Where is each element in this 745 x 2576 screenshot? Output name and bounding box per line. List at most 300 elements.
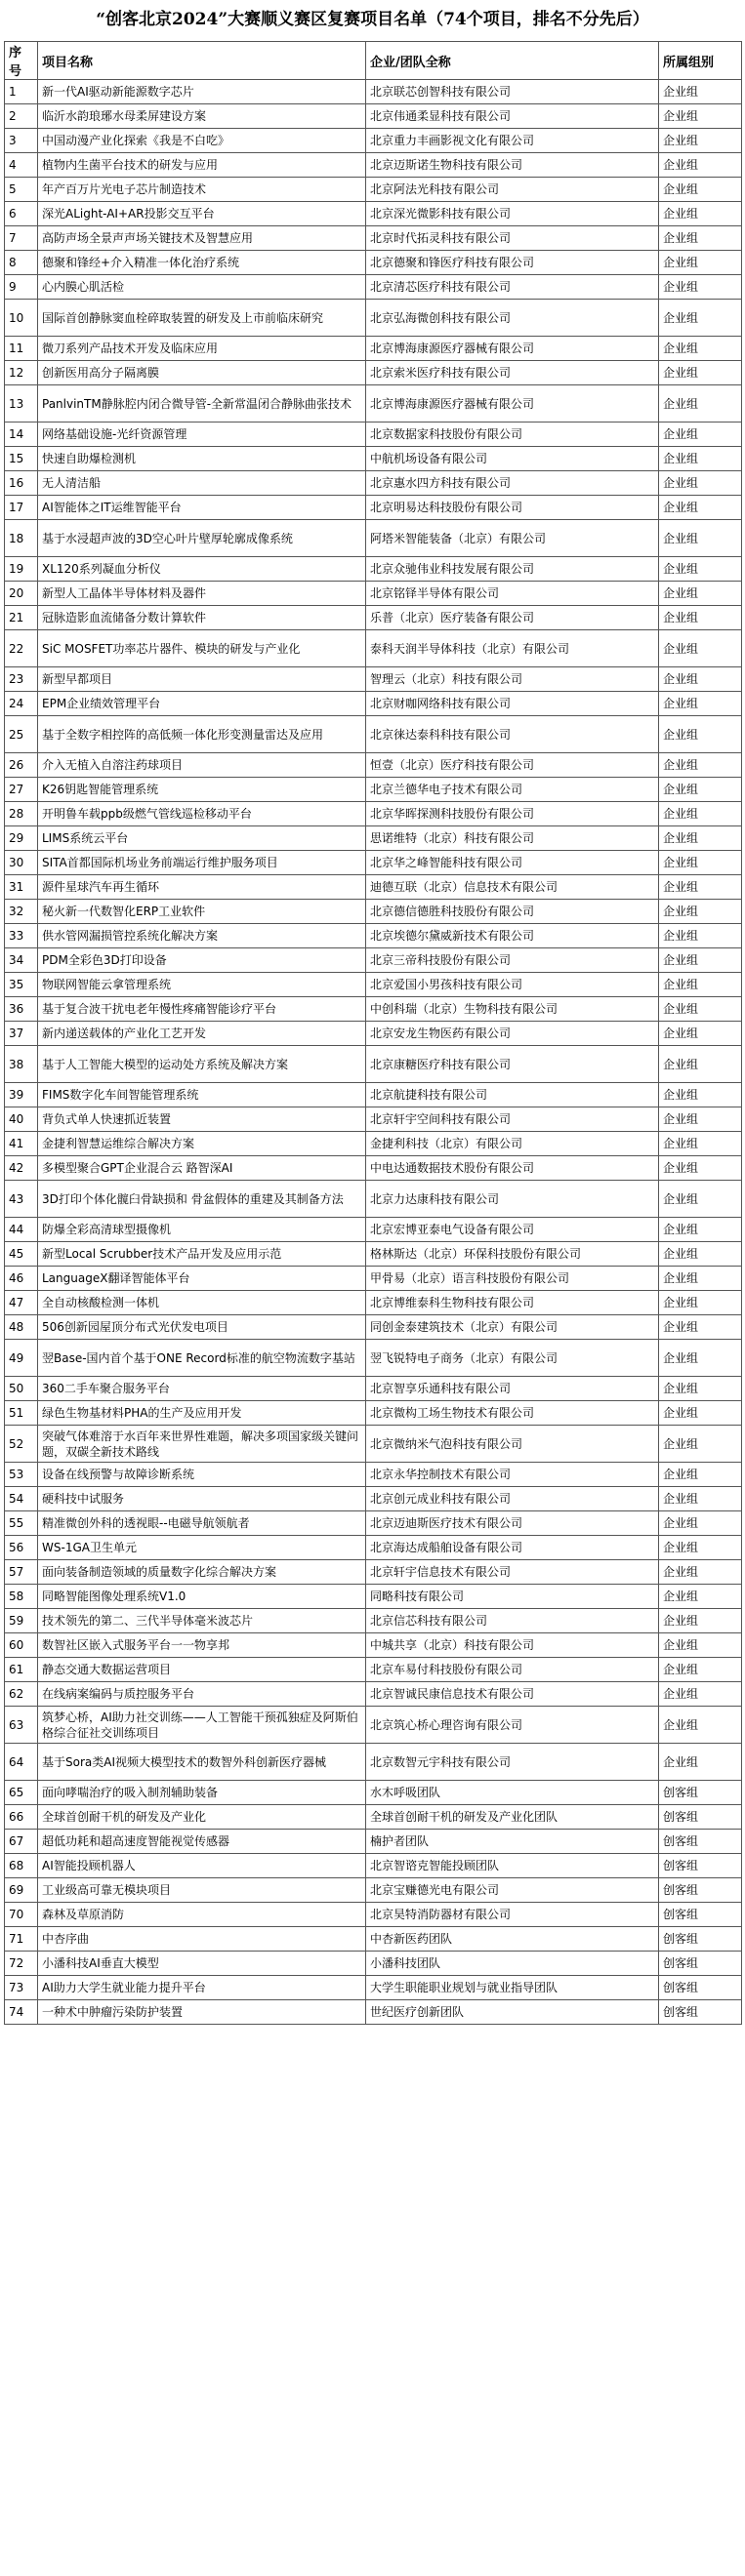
organization-name: 北京三帝科技股份有限公司 [366, 948, 659, 973]
project-name: 基于人工智能大模型的运动处方系统及解决方案 [38, 1046, 366, 1083]
table-row [5, 361, 742, 385]
organization-name: 恒壹（北京）医疗科技有限公司 [366, 753, 659, 778]
organization-name: 北京徕达泰科科技有限公司 [366, 716, 659, 753]
table-row [5, 80, 742, 104]
table-row [5, 900, 742, 924]
group-name: 企业组 [659, 423, 742, 447]
project-name: PanlvinTM静脉腔内闭合微导管-全新常温闭合静脉曲张技术 [38, 385, 366, 423]
row-number: 30 [5, 851, 38, 875]
organization-name: 北京航捷科技有限公司 [366, 1083, 659, 1107]
table-row [5, 1952, 742, 1976]
group-name: 企业组 [659, 1156, 742, 1181]
table-row [5, 1401, 742, 1426]
project-name: 506创新园屋顶分布式光伏发电项目 [38, 1315, 366, 1340]
project-name: 筑梦心桥，AI助力社交训练——人工智能干预孤独症及阿斯伯格综合征社交训练项目 [38, 1707, 366, 1744]
table-row [5, 1682, 742, 1707]
row-number: 6 [5, 202, 38, 226]
project-name: SiC MOSFET功率芯片器件、模块的研发与产业化 [38, 630, 366, 667]
table-row [5, 1903, 742, 1927]
project-name: 面向装备制造领域的质量数字化综合解决方案 [38, 1560, 366, 1585]
row-number: 23 [5, 667, 38, 692]
project-name: 高防声场全景声声场关键技术及智慧应用 [38, 226, 366, 251]
group-name: 创客组 [659, 1805, 742, 1830]
table-row [5, 692, 742, 716]
row-number: 10 [5, 300, 38, 337]
project-name: FIMS数字化车间智能管理系统 [38, 1083, 366, 1107]
table-row [5, 471, 742, 496]
group-name: 企业组 [659, 1401, 742, 1426]
row-number: 33 [5, 924, 38, 948]
group-name: 企业组 [659, 1744, 742, 1781]
table-row [5, 875, 742, 900]
group-name: 企业组 [659, 447, 742, 471]
group-name: 企业组 [659, 1609, 742, 1633]
organization-name: 北京宏博亚泰电气设备有限公司 [366, 1218, 659, 1242]
group-name: 创客组 [659, 1781, 742, 1805]
organization-name: 北京信芯科技有限公司 [366, 1609, 659, 1633]
group-name: 企业组 [659, 1560, 742, 1585]
group-name: 企业组 [659, 1487, 742, 1511]
organization-name: 北京德信德胜科技股份有限公司 [366, 900, 659, 924]
project-name: 深光ALight-AI+AR投影交互平台 [38, 202, 366, 226]
group-name: 创客组 [659, 1878, 742, 1903]
project-name: 开明鲁车载ppb级燃气管线巡检移动平台 [38, 802, 366, 826]
group-name: 创客组 [659, 1903, 742, 1927]
organization-name: 北京索米医疗科技有限公司 [366, 361, 659, 385]
row-number: 25 [5, 716, 38, 753]
row-number: 20 [5, 582, 38, 606]
header-group: 所属组别 [659, 42, 742, 80]
group-name: 企业组 [659, 226, 742, 251]
organization-name: 北京宝赚德光电有限公司 [366, 1878, 659, 1903]
table-row [5, 1340, 742, 1377]
table-row [5, 300, 742, 337]
row-number: 59 [5, 1609, 38, 1633]
row-number: 57 [5, 1560, 38, 1585]
row-number: 47 [5, 1291, 38, 1315]
row-number: 52 [5, 1426, 38, 1463]
row-number: 53 [5, 1463, 38, 1487]
project-name: 中国动漫产业化探索《我是不白吃》 [38, 129, 366, 153]
group-name: 企业组 [659, 875, 742, 900]
organization-name: 北京迈迪斯医疗技术有限公司 [366, 1511, 659, 1536]
row-number: 11 [5, 337, 38, 361]
row-number: 5 [5, 178, 38, 202]
project-name: 新内递送载体的产业化工艺开发 [38, 1022, 366, 1046]
table-row [5, 753, 742, 778]
group-name: 企业组 [659, 1633, 742, 1658]
project-name: LIMS系统云平台 [38, 826, 366, 851]
project-name: 基于全数字相控阵的高低频一体化形变测量雷达及应用 [38, 716, 366, 753]
row-number: 13 [5, 385, 38, 423]
organization-name: 北京铭铎半导体有限公司 [366, 582, 659, 606]
project-name: 超低功耗和超高速度智能视觉传感器 [38, 1830, 366, 1854]
project-name: 防爆全彩高清球型摄像机 [38, 1218, 366, 1242]
row-number: 41 [5, 1132, 38, 1156]
organization-name: 北京明易达科技股份有限公司 [366, 496, 659, 520]
group-name: 企业组 [659, 1083, 742, 1107]
table-row [5, 630, 742, 667]
row-number: 21 [5, 606, 38, 630]
group-name: 企业组 [659, 337, 742, 361]
organization-name: 北京海达成船舶设备有限公司 [366, 1536, 659, 1560]
row-number: 72 [5, 1952, 38, 1976]
organization-name: 北京数据家科技股份有限公司 [366, 423, 659, 447]
organization-name: 迪德互联（北京）信息技术有限公司 [366, 875, 659, 900]
group-name: 创客组 [659, 1830, 742, 1854]
project-name: 在线病案编码与质控服务平台 [38, 1682, 366, 1707]
group-name: 企业组 [659, 275, 742, 300]
group-name: 企业组 [659, 778, 742, 802]
project-name: 基于水浸超声波的3D空心叶片壁厚轮廓成像系统 [38, 520, 366, 557]
table-row [5, 1781, 742, 1805]
row-number: 46 [5, 1267, 38, 1291]
row-number: 66 [5, 1805, 38, 1830]
table-row [5, 1585, 742, 1609]
project-name: 介入无植入自溶注药球项目 [38, 753, 366, 778]
project-name: 背负式单人快速抓近装置 [38, 1107, 366, 1132]
project-name: 多模型聚合GPT企业混合云 路智深AI [38, 1156, 366, 1181]
project-name: 小潘科技AI垂直大模型 [38, 1952, 366, 1976]
table-row [5, 997, 742, 1022]
table-row [5, 1046, 742, 1083]
row-number: 37 [5, 1022, 38, 1046]
table-row [5, 948, 742, 973]
group-name: 创客组 [659, 1952, 742, 1976]
table-row [5, 202, 742, 226]
row-number: 27 [5, 778, 38, 802]
organization-name: 北京德聚和锋医疗科技有限公司 [366, 251, 659, 275]
group-name: 企业组 [659, 1585, 742, 1609]
table-row [5, 104, 742, 129]
project-name: 新型Local Scrubber技术产品开发及应用示范 [38, 1242, 366, 1267]
row-number: 54 [5, 1487, 38, 1511]
table-row [5, 1267, 742, 1291]
group-name: 企业组 [659, 948, 742, 973]
row-number: 70 [5, 1903, 38, 1927]
table-row [5, 275, 742, 300]
row-number: 60 [5, 1633, 38, 1658]
row-number: 32 [5, 900, 38, 924]
group-name: 企业组 [659, 129, 742, 153]
table-row [5, 1377, 742, 1401]
group-name: 企业组 [659, 300, 742, 337]
project-name: 心内膜心肌活检 [38, 275, 366, 300]
group-name: 企业组 [659, 1463, 742, 1487]
organization-name: 北京轩宇空间科技有限公司 [366, 1107, 659, 1132]
project-name: 临沂水韵琅琊水母柔屏建设方案 [38, 104, 366, 129]
row-number: 36 [5, 997, 38, 1022]
organization-name: 金捷利科技（北京）有限公司 [366, 1132, 659, 1156]
row-number: 71 [5, 1927, 38, 1952]
organization-name: 北京永华控制技术有限公司 [366, 1463, 659, 1487]
project-name: 德聚和锋经+介入精准一体化治疗系统 [38, 251, 366, 275]
project-name: LanguageX翻译智能体平台 [38, 1267, 366, 1291]
row-number: 64 [5, 1744, 38, 1781]
row-number: 12 [5, 361, 38, 385]
organization-name: 北京智诚民康信息技术有限公司 [366, 1682, 659, 1707]
organization-name: 同略科技有限公司 [366, 1585, 659, 1609]
group-name: 企业组 [659, 802, 742, 826]
table-row [5, 129, 742, 153]
row-number: 48 [5, 1315, 38, 1340]
organization-name: 同创金泰建筑技术（北京）有限公司 [366, 1315, 659, 1340]
group-name: 创客组 [659, 1854, 742, 1878]
row-number: 4 [5, 153, 38, 178]
table-body [5, 80, 742, 2025]
project-table [4, 41, 742, 2025]
table-row [5, 226, 742, 251]
organization-name: 北京力达康科技有限公司 [366, 1181, 659, 1218]
table-row [5, 1976, 742, 2000]
group-name: 企业组 [659, 471, 742, 496]
project-name: 冠脉造影血流储备分数计算软件 [38, 606, 366, 630]
table-row [5, 1218, 742, 1242]
project-name: K26钥匙智能管理系统 [38, 778, 366, 802]
organization-name: 小潘科技团队 [366, 1952, 659, 1976]
project-name: 创新医用高分子隔离膜 [38, 361, 366, 385]
organization-name: 北京车易付科技股份有限公司 [366, 1658, 659, 1682]
organization-name: 北京微纳米气泡科技有限公司 [366, 1426, 659, 1463]
row-number: 31 [5, 875, 38, 900]
group-name: 企业组 [659, 973, 742, 997]
table-row [5, 153, 742, 178]
organization-name: 北京弘海微创科技有限公司 [366, 300, 659, 337]
organization-name: 中电达通数据技术股份有限公司 [366, 1156, 659, 1181]
project-name: XL120系列凝血分析仪 [38, 557, 366, 582]
project-name: 绿色生物基材料PHA的生产及应用开发 [38, 1401, 366, 1426]
group-name: 企业组 [659, 80, 742, 104]
row-number: 56 [5, 1536, 38, 1560]
table-row [5, 1511, 742, 1536]
organization-name: 思诺维特（北京）科技有限公司 [366, 826, 659, 851]
project-name: 新型人工晶体半导体材料及器件 [38, 582, 366, 606]
row-number: 58 [5, 1585, 38, 1609]
group-name: 企业组 [659, 692, 742, 716]
project-name: 精准微创外科的透视眼--电磁导航领航者 [38, 1511, 366, 1536]
organization-name: 水木呼吸团队 [366, 1781, 659, 1805]
group-name: 企业组 [659, 385, 742, 423]
table-row [5, 802, 742, 826]
organization-name: 翌飞锐特电子商务（北京）有限公司 [366, 1340, 659, 1377]
organization-name: 北京创元成业科技有限公司 [366, 1487, 659, 1511]
group-name: 企业组 [659, 520, 742, 557]
header-number: 序号 [5, 42, 38, 80]
row-number: 7 [5, 226, 38, 251]
table-row [5, 1707, 742, 1744]
group-name: 创客组 [659, 1976, 742, 2000]
table-row [5, 1463, 742, 1487]
row-number: 63 [5, 1707, 38, 1744]
table-row [5, 1830, 742, 1854]
table-row [5, 1878, 742, 1903]
organization-name: 甲骨易（北京）语言科技股份有限公司 [366, 1267, 659, 1291]
group-name: 企业组 [659, 1107, 742, 1132]
project-name: 一种术中肿瘤污染防护装置 [38, 2000, 366, 2025]
table-row [5, 1107, 742, 1132]
header-row [5, 42, 742, 80]
table-row [5, 1132, 742, 1156]
row-number: 50 [5, 1377, 38, 1401]
project-name: 设备在线预警与故障诊断系统 [38, 1463, 366, 1487]
project-name: 3D打印个体化髋臼骨缺损和 骨盆假体的重建及其制备方法 [38, 1181, 366, 1218]
project-name: PDM全彩色3D打印设备 [38, 948, 366, 973]
organization-name: 泰科天润半导体科技（北京）有限公司 [366, 630, 659, 667]
table-row [5, 1744, 742, 1781]
row-number: 28 [5, 802, 38, 826]
organization-name: 北京时代拓灵科技有限公司 [366, 226, 659, 251]
organization-name: 北京筑心桥心理咨询有限公司 [366, 1707, 659, 1744]
row-number: 65 [5, 1781, 38, 1805]
organization-name: 北京智谘克智能投顾团队 [366, 1854, 659, 1878]
row-number: 8 [5, 251, 38, 275]
group-name: 企业组 [659, 153, 742, 178]
group-name: 企业组 [659, 1707, 742, 1744]
group-name: 企业组 [659, 851, 742, 875]
row-number: 51 [5, 1401, 38, 1426]
row-number: 3 [5, 129, 38, 153]
table-row [5, 385, 742, 423]
project-name: 数智社区嵌入式服务平台一一物享邦 [38, 1633, 366, 1658]
project-name: 工业级高可靠无模块项目 [38, 1878, 366, 1903]
organization-name: 世纪医疗创新团队 [366, 2000, 659, 2025]
row-number: 43 [5, 1181, 38, 1218]
organization-name: 北京昊特消防器材有限公司 [366, 1903, 659, 1927]
table-row [5, 1633, 742, 1658]
table-row [5, 1658, 742, 1682]
project-name: 硬科技中试服务 [38, 1487, 366, 1511]
group-name: 企业组 [659, 557, 742, 582]
project-name: 全球首创耐干机的研发及产业化 [38, 1805, 366, 1830]
row-number: 49 [5, 1340, 38, 1377]
group-name: 企业组 [659, 1218, 742, 1242]
project-name: 360二手车聚合服务平台 [38, 1377, 366, 1401]
group-name: 企业组 [659, 178, 742, 202]
table-row [5, 1536, 742, 1560]
organization-name: 北京安龙生物医药有限公司 [366, 1022, 659, 1046]
organization-name: 北京联芯创智科技有限公司 [366, 80, 659, 104]
project-name: 突破气体难溶于水百年来世界性难题，解决多项国家级关键问题，双碳全新技术路线 [38, 1426, 366, 1463]
group-name: 企业组 [659, 924, 742, 948]
project-name: 基于复合波干扰电老年慢性疼痛智能诊疗平台 [38, 997, 366, 1022]
project-name: 国际首创静脉窦血栓碎取装置的研发及上市前临床研究 [38, 300, 366, 337]
organization-name: 北京清芯医疗科技有限公司 [366, 275, 659, 300]
organization-name: 北京博海康源医疗器械有限公司 [366, 385, 659, 423]
organization-name: 北京数智元宇科技有限公司 [366, 1744, 659, 1781]
row-number: 68 [5, 1854, 38, 1878]
organization-name: 全球首创耐干机的研发及产业化团队 [366, 1805, 659, 1830]
row-number: 39 [5, 1083, 38, 1107]
project-name: AI智能体之IT运维智能平台 [38, 496, 366, 520]
table-row [5, 251, 742, 275]
project-name: 基于Sora类AI视频大模型技术的数智外科创新医疗器械 [38, 1744, 366, 1781]
group-name: 企业组 [659, 900, 742, 924]
organization-name: 中航机场设备有限公司 [366, 447, 659, 471]
group-name: 企业组 [659, 606, 742, 630]
table-row [5, 778, 742, 802]
row-number: 42 [5, 1156, 38, 1181]
group-name: 企业组 [659, 1682, 742, 1707]
group-name: 企业组 [659, 630, 742, 667]
project-name: 源件星球汽车再生循环 [38, 875, 366, 900]
table-row [5, 447, 742, 471]
table-row [5, 1083, 742, 1107]
organization-name: 北京康糖医疗科技有限公司 [366, 1046, 659, 1083]
group-name: 企业组 [659, 667, 742, 692]
organization-name: 北京智享乐通科技有限公司 [366, 1377, 659, 1401]
table-row [5, 973, 742, 997]
row-number: 45 [5, 1242, 38, 1267]
table-row [5, 667, 742, 692]
row-number: 1 [5, 80, 38, 104]
project-name: 面向哮喘治疗的吸入制剂辅助装备 [38, 1781, 366, 1805]
table-row [5, 716, 742, 753]
project-name: 金捷利智慧运维综合解决方案 [38, 1132, 366, 1156]
group-name: 企业组 [659, 496, 742, 520]
row-number: 62 [5, 1682, 38, 1707]
project-name: SITA首都国际机场业务前端运行维护服务项目 [38, 851, 366, 875]
row-number: 22 [5, 630, 38, 667]
project-name: 中杏序曲 [38, 1927, 366, 1952]
organization-name: 北京博海康源医疗器械有限公司 [366, 337, 659, 361]
project-name: 年产百万片光电子芯片制造技术 [38, 178, 366, 202]
group-name: 企业组 [659, 716, 742, 753]
table-row [5, 520, 742, 557]
group-name: 企业组 [659, 1022, 742, 1046]
table-row [5, 178, 742, 202]
project-name: EPM企业绩效管理平台 [38, 692, 366, 716]
row-number: 14 [5, 423, 38, 447]
page-title: “创客北京2024”大赛顺义赛区复赛项目名单（74个项目，排名不分先后） [96, 10, 649, 29]
organization-name: 北京轩宇信息技术有限公司 [366, 1560, 659, 1585]
organization-name: 中城共享（北京）科技有限公司 [366, 1633, 659, 1658]
project-name: 技术领先的第二、三代半导体毫米波芯片 [38, 1609, 366, 1633]
row-number: 35 [5, 973, 38, 997]
row-number: 17 [5, 496, 38, 520]
project-name: 新型早都项目 [38, 667, 366, 692]
group-name: 企业组 [659, 1242, 742, 1267]
table-row [5, 1426, 742, 1463]
organization-name: 北京兰德华电子技术有限公司 [366, 778, 659, 802]
row-number: 61 [5, 1658, 38, 1682]
group-name: 企业组 [659, 582, 742, 606]
table-row [5, 423, 742, 447]
organization-name: 格林斯达（北京）环保科技股份有限公司 [366, 1242, 659, 1267]
project-name: 网络基础设施-光纤资源管理 [38, 423, 366, 447]
group-name: 企业组 [659, 1340, 742, 1377]
table-row [5, 1805, 742, 1830]
row-number: 38 [5, 1046, 38, 1083]
organization-name: 楠护者团队 [366, 1830, 659, 1854]
group-name: 企业组 [659, 251, 742, 275]
group-name: 企业组 [659, 104, 742, 129]
organization-name: 北京华之峰智能科技有限公司 [366, 851, 659, 875]
group-name: 企业组 [659, 1426, 742, 1463]
table-row [5, 1242, 742, 1267]
organization-name: 北京爱国小男孩科技有限公司 [366, 973, 659, 997]
organization-name: 阿塔米智能装备（北京）有限公司 [366, 520, 659, 557]
organization-name: 北京微构工场生物技术有限公司 [366, 1401, 659, 1426]
row-number: 29 [5, 826, 38, 851]
header-organization: 企业/团队全称 [366, 42, 659, 80]
row-number: 26 [5, 753, 38, 778]
group-name: 企业组 [659, 826, 742, 851]
group-name: 企业组 [659, 1267, 742, 1291]
project-name: 新一代AI驱动新能源数字芯片 [38, 80, 366, 104]
project-name: 微刀系列产品技术开发及临床应用 [38, 337, 366, 361]
group-name: 企业组 [659, 1658, 742, 1682]
project-name: WS-1GA卫生单元 [38, 1536, 366, 1560]
